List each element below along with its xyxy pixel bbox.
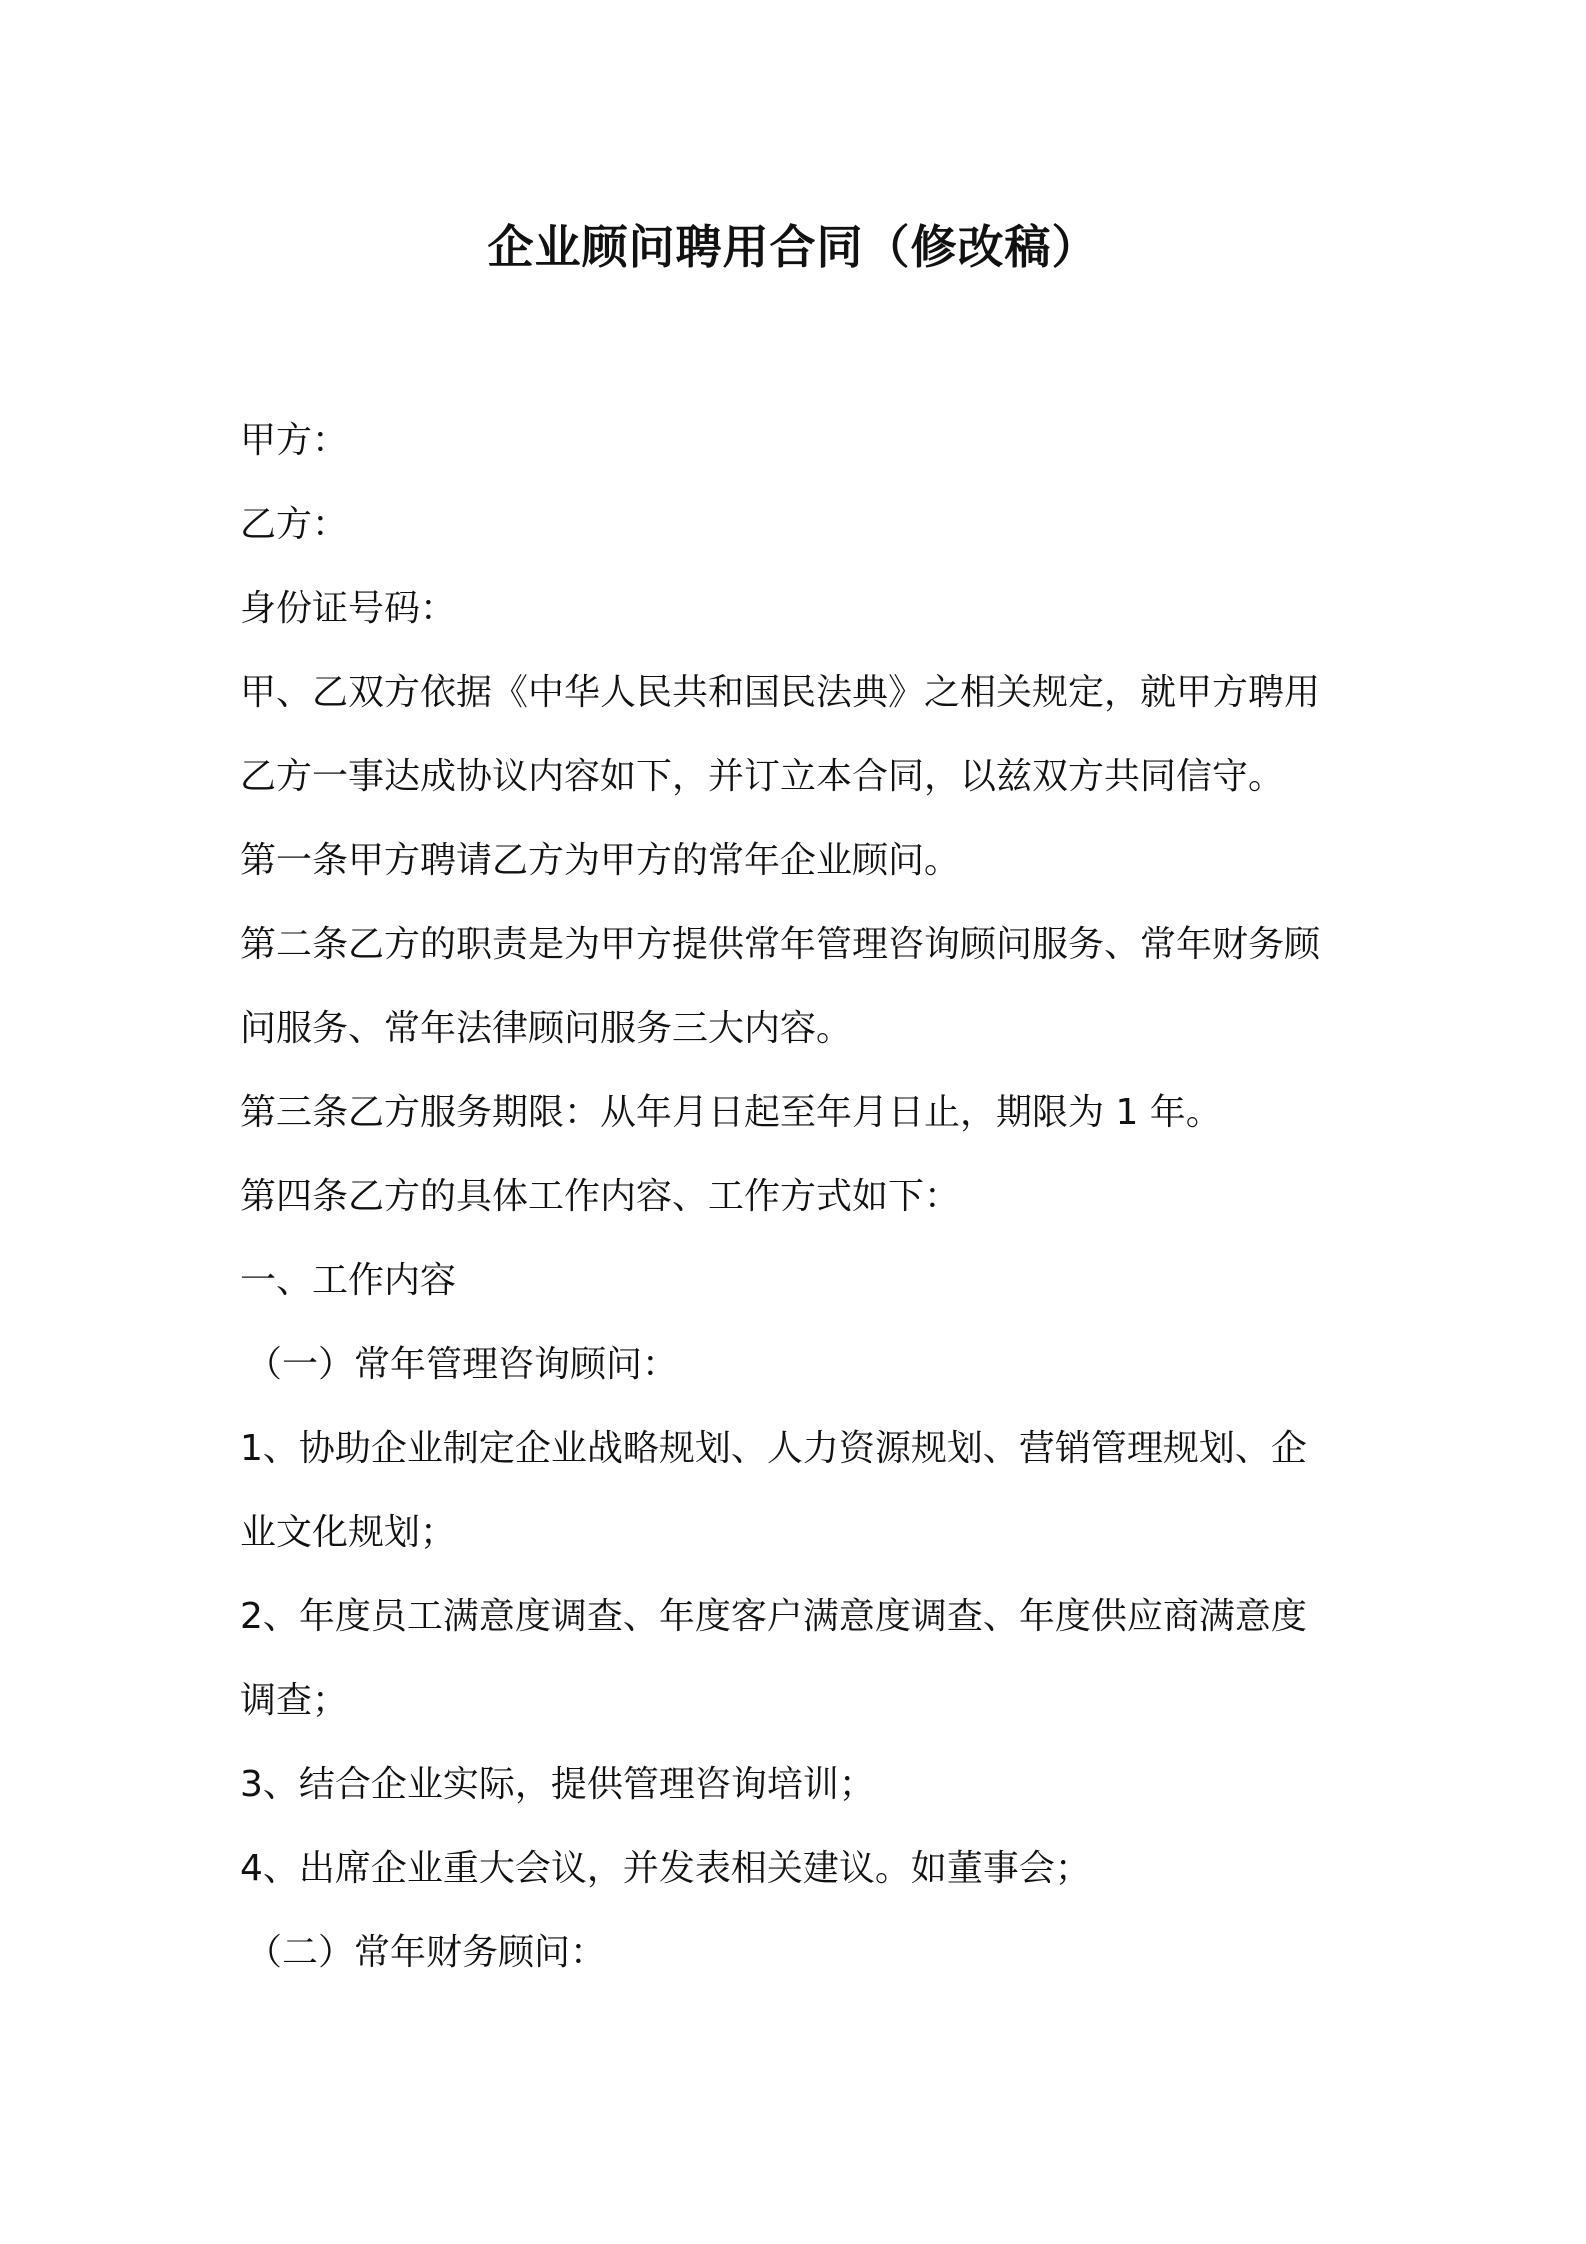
party-a-line: 甲方：: [240, 420, 349, 461]
article-2-line-2: 问服务、常年法律顾问服务三大内容。: [240, 1008, 853, 1049]
item-1-line-2: 业文化规划；: [240, 1512, 457, 1553]
id-number-line: 身份证号码：: [240, 588, 457, 629]
preamble-line-1: 甲、乙双方依据《中华人民共和国民法典》之相关规定，就甲方聘用: [240, 672, 1321, 713]
article-2-line-1: 第二条乙方的职责是为甲方提供常年管理咨询顾问服务、常年财务顾: [240, 924, 1321, 965]
preamble-line-2: 乙方一事达成协议内容如下，并订立本合同，以兹双方共同信守。: [240, 756, 1285, 797]
subsection-financial-consulting: （二）常年财务顾问：: [246, 1932, 607, 1973]
article-1: 第一条甲方聘请乙方为甲方的常年企业顾问。: [240, 840, 961, 881]
item-3: 3、结合企业实际，提供管理咨询培训；: [240, 1764, 875, 1805]
article-4: 第四条乙方的具体工作内容、工作方式如下：: [240, 1176, 961, 1217]
item-2-line-1: 2、年度员工满意度调查、年度客户满意度调查、年度供应商满意度: [240, 1596, 1307, 1637]
party-b-line: 乙方：: [240, 504, 349, 545]
article-3: 第三条乙方服务期限：从年月日起至年月日止，期限为 1 年。: [240, 1092, 1222, 1133]
item-4: 4、出席企业重大会议，并发表相关建议。如董事会；: [240, 1848, 1091, 1889]
section-heading-work-content: 一、工作内容: [240, 1260, 457, 1301]
item-2-line-2: 调查；: [240, 1680, 349, 1721]
document-title: 企业顾问聘用合同（修改稿）: [487, 220, 1099, 274]
document-body: [240, 399, 1355, 1995]
subsection-management-consulting: （一）常年管理咨询顾问：: [246, 1344, 679, 1385]
item-1-line-1: 1、协助企业制定企业战略规划、人力资源规划、营销管理规划、企: [240, 1428, 1307, 1469]
